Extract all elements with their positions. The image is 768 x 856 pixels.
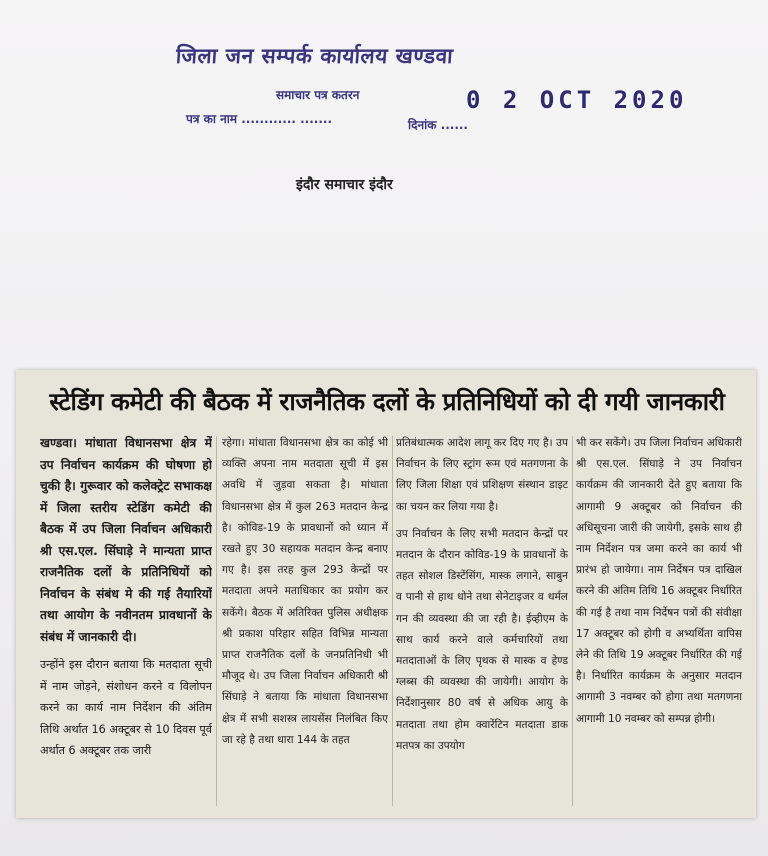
article-column-1 xyxy=(40,433,212,811)
news-clipping-label: समाचार पत्र कतरन xyxy=(276,88,360,102)
article-paragraph: उप निर्वाचन के लिए सभी मतदान केन्द्रों पर मतदान के दौरान कोविड-19 के प्रावधानों के तहत सोशल डिस्टेंसिंग, मास्क लगाने, साबुन व पानी से हाथ धोने तथा सेनेटाइजर व थर्मल गन की व्यवस्था की जा रही है। ईव्हीएम के साथ कार्य करने वाले कर्मचारियों तथा मतदाताओं के लिए पृथक से मास्क व हेण्ड ग्लब्स की व्यवस्था की जायेगी। आयोग के निर्देशानुसार 80 वर्ष से अधिक आयु के मतदाता तथा होम क्वारेंटिन मतदाता डाक मतपत्र का उपयोग xyxy=(396,527,568,752)
paper-name-label: पत्र का नाम ............ ....... xyxy=(186,112,333,126)
office-stamp: जिला जन सम्पर्क कार्यालय खण्डवा xyxy=(175,44,455,68)
article-column-4 xyxy=(576,433,742,811)
article-paragraph: प्रतिबंधात्मक आदेश लागू कर दिए गए है। उप निर्वाचन के लिए स्ट्रांग रूम एवं मतगणना के लिए जिला शिक्षा एवं प्रशिक्षण संस्थान डाइट का चयन कर लिया गया है। xyxy=(396,437,568,513)
article-paragraph: भी कर सकेंगे। उप जिला निर्वाचन अधिकारी श्री एस.एल. सिंघाड़े ने उप निर्वाचन कार्यक्रम की जानकारी देते हुए बताया कि आगामी 9 अक्टूबर को निर्वाचन की अधिसूचना जारी की जायेगी, इसके साथ ही नाम निर्देशन पत्र जमा करने का कार्य भी प्रारंभ हो जायेगा। नाम निर्देषन पत्र दाखिल करने की अंतिम तिथि 16 अक्टूबर निर्धारित की गई है तथा नाम निर्देषन पत्रों की संवीक्षा 17 अक्टूबर को होगी व अभ्यर्थिता वापिस लेने की तिथि 19 अक्टूबर निर्धारित की गई है। निर्धारित कार्यक्रम के अनुसार मतदान आगामी 3 नवम्बर को होगा तथा मतगणना आगामी 10 नवम्बर को सम्पन्न होगी। xyxy=(576,437,742,725)
column-divider xyxy=(392,436,393,806)
article-lead-paragraph: खण्डवा। मांधाता विधानसभा क्षेत्र में उप निर्वाचन कार्यक्रम की घोषणा हो चुकी है। गुरूवार को कलेक्ट्रेट सभाकक्ष में जिला स्तरीय स्टेडिंग कमेटी की बैठक में उप जिला निर्वाचन अधिकारी श्री एस.एल. सिंघाड़े ने मान्यता प्राप्त राजनैतिक दलों के प्रतिनिधियों को निर्वाचन के संबंध मे की गई तैयारियों तथा आयोग के नवीनतम प्रावधानों के संबंध में जानकारी दी। xyxy=(40,436,212,644)
stamp-date: 0 2 OCT 2020 xyxy=(466,86,688,114)
article-paragraph: रहेगा। मांधाता विधानसभा क्षेत्र का कोई भी व्यक्ति अपना नाम मतदाता सूची में इस अवधि में जुड़वा सकता है। मांधाता विधानसभा क्षेत्र में कुल 263 मतदान केन्द्र है। कोविड-19 के प्रावधानों को ध्यान में रखते हुए 30 सहायक मतदान केन्द्र बनाए गए है। इस तरह कुल 293 केन्द्रों पर मतदाता अपने मताधिकार का प्रयोग कर सकेंगे। बैठक में अतिरिक्त पुलिस अधीक्षक श्री प्रकाश परिहार सहित विभिन्न मान्यता प्राप्त राजनैतिक दलों के जनप्रतिनिधी भी मौजूद थे। उप जिला निर्वाचन अधिकारी श्री सिंघाड़े ने बताया कि मांधाता विधानसभा क्षेत्र में सभी सशस्त्र लायसेंस निलंबित किए जा रहे है तथा धारा 144 के तहत xyxy=(222,437,388,746)
article-headline: स्टेडिंग कमेटी की बैठक में राजनैतिक दलों के प्रतिनिधियों को दी गयी जानकारी xyxy=(49,386,725,416)
column-divider xyxy=(216,436,217,806)
article-column-3 xyxy=(396,433,568,811)
publication-name: इंदौर समाचार इंदौर xyxy=(296,177,393,193)
article-paragraph: उन्होंने इस दौरान बताया कि मतदाता सूची में नाम जोड़ने, संशोधन करने व विलोपन करने का कार्य नाम निर्देशन की अंतिम तिथि अर्थात 16 अक्टूबर से 10 दिवस पूर्व अर्थात 6 अक्टूबर तक जारी xyxy=(40,658,212,757)
article-column-2 xyxy=(222,433,388,811)
date-label: दिनांक ...... xyxy=(408,118,468,132)
column-divider xyxy=(572,436,573,806)
